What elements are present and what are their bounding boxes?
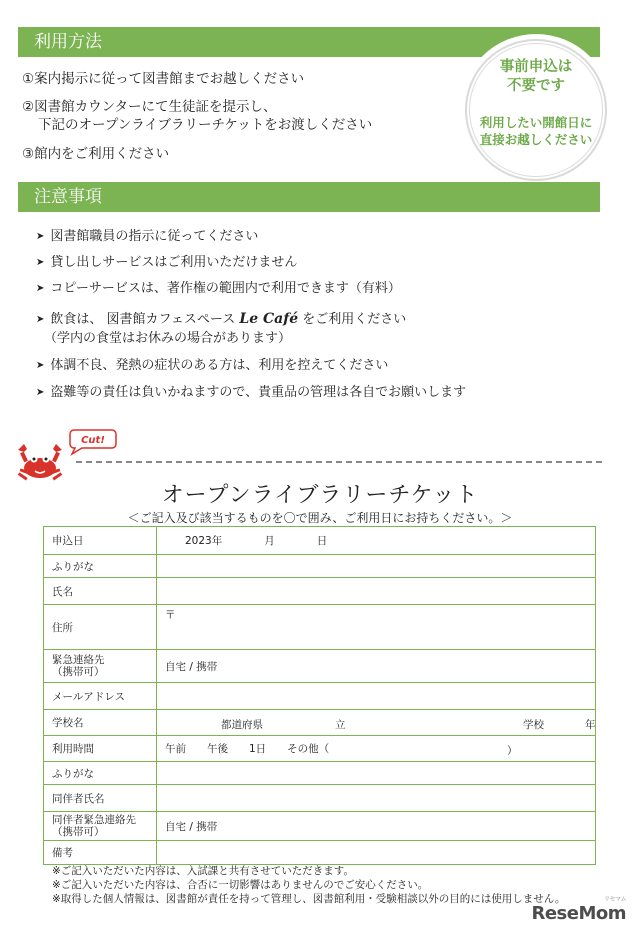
notice-heading: 注意事項 [34, 187, 102, 207]
form-row [44, 578, 596, 605]
notice-item: ➤ 体調不良、発熱の症状のある方は、利用を控えてください [36, 358, 389, 373]
le-cafe-name: Le Café [239, 311, 299, 327]
footnote: ※ご記入いただいた内容は、入試課と共有させていただきます。 [52, 865, 354, 877]
form-field-usage-time[interactable]: 午前 午後 1日 その他（ ） [157, 736, 596, 762]
form-label: 申込日 [44, 527, 157, 555]
usage-step-3: ③館内をご利用ください [22, 146, 170, 162]
ticket-title: オープンライブラリーチケット [161, 483, 479, 508]
notice-heading-bar [18, 182, 600, 212]
badge-line-3: 利用したい開館日に [479, 115, 593, 130]
form-row [44, 683, 596, 710]
form-label: ふりがな [44, 762, 157, 785]
arrow-bullet-icon: ➤ [36, 314, 45, 325]
form-field-school[interactable]: 都道府県 立 学校 年 [157, 710, 596, 736]
form-row [44, 841, 596, 865]
form-row [44, 812, 596, 841]
form-field-name[interactable] [157, 578, 596, 605]
arrow-bullet-icon: ➤ [36, 231, 45, 242]
form-label: 同伴者氏名 [44, 785, 157, 812]
form-row [44, 555, 596, 578]
footnote: ※ご記入いただいた内容は、合否に一切影響はありませんのでご安心ください。 [52, 879, 429, 891]
arrow-bullet-icon: ➤ [36, 283, 45, 294]
form-field-remarks[interactable] [157, 841, 596, 865]
cut-speech-bubble [66, 426, 118, 456]
usage-heading: 利用方法 [34, 32, 102, 52]
form-row [44, 527, 596, 555]
form-label: 緊急連絡先 （携帯可） [44, 650, 157, 683]
form-field-furigana[interactable] [157, 555, 596, 578]
notice-item: ➤ 飲食は、 図書館カフェスペース Le Café をご利用ください [36, 311, 407, 327]
form-field-companion-contact[interactable]: 自宅 / 携帯 [157, 812, 596, 841]
footnote: ※取得した個人情報は、図書館が責任を持って管理し、図書館利用・受験相談以外の目的には使用しません。 [52, 893, 566, 905]
form-field-companion-furigana[interactable] [157, 762, 596, 785]
notice-item-note: （学内の食堂はお休みの場合があります） [44, 331, 292, 346]
arrow-bullet-icon: ➤ [36, 387, 45, 398]
notice-item: ➤ 図書館職員の指示に従ってください [36, 229, 259, 244]
form-label: 学校名 [44, 710, 157, 736]
form-field-date[interactable]: 2023年 月 日 [157, 527, 596, 555]
form-row [44, 762, 596, 785]
form-field-emergency-contact[interactable]: 自宅 / 携帯 [157, 650, 596, 683]
footnotes [52, 864, 565, 906]
form-label: 住所 [44, 605, 157, 650]
form-label: メールアドレス [44, 683, 157, 710]
form-label: ふりがな [44, 555, 157, 578]
form-label: 利用時間 [44, 736, 157, 762]
notice-item: ➤ 貸し出しサービスはご利用いただけません [36, 255, 298, 270]
notice-item: ➤ コピーサービスは、著作権の範囲内で利用できます（有料） [36, 281, 401, 296]
cut-line [76, 461, 602, 463]
badge-line-4: 直接お越しください [479, 132, 593, 147]
form-field-companion-name[interactable] [157, 785, 596, 812]
form-row [44, 605, 596, 650]
form-row [44, 650, 596, 683]
resemom-logo: リセマム ReseMom [531, 896, 626, 924]
usage-step-2: ②図書館カウンターにて生徒証を提示し、 [22, 99, 277, 115]
no-reservation-badge [462, 36, 610, 184]
form-label: 氏名 [44, 578, 157, 605]
form-row [44, 710, 596, 736]
usage-step-2-cont: 下記のオープンライブラリーチケットをお渡しください [38, 117, 373, 133]
badge-line-1: 事前申込は [499, 59, 573, 75]
ticket-form [43, 526, 596, 865]
ticket-subtitle: ＜ご記入及び該当するものを〇で囲み、ご利用日にお持ちください。＞ [127, 511, 513, 525]
form-label: 同伴者緊急連絡先 （携帯可） [44, 812, 157, 841]
form-row [44, 785, 596, 812]
form-field-email[interactable] [157, 683, 596, 710]
arrow-bullet-icon: ➤ [36, 257, 45, 268]
notice-item: ➤ 盗難等の責任は負いかねますので、貴重品の管理は各自でお願いします [36, 385, 467, 400]
form-label: 備考 [44, 841, 157, 865]
arrow-bullet-icon: ➤ [36, 360, 45, 371]
cut-label: Cut! [81, 435, 105, 446]
form-row [44, 736, 596, 762]
usage-step-1: ①案内掲示に従って図書館までお越しください [22, 71, 305, 87]
badge-line-2: 不要です [507, 78, 565, 94]
form-field-address[interactable]: 〒 [157, 605, 596, 650]
